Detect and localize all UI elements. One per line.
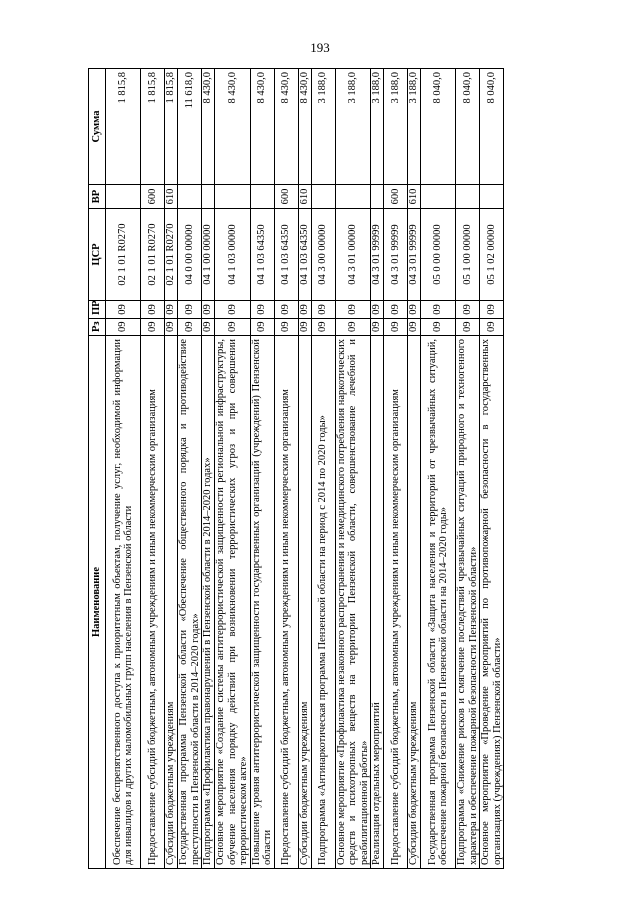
cell-pr: 09 xyxy=(165,301,178,319)
cell-vr xyxy=(456,185,480,209)
cell-name: Подпрограмма «Снижение рисков и смягчение последствий чрезвычайных ситуаций природного и техногенного характера и обеспечение пожарной безопасности Пензенской области» xyxy=(456,336,480,869)
cell-vr: 610 xyxy=(298,185,311,209)
cell-sum: 3 188,0 xyxy=(311,69,335,185)
table-row xyxy=(215,69,251,869)
table-row xyxy=(384,69,408,869)
table-row xyxy=(371,69,384,869)
cell-rz: 09 xyxy=(141,319,165,336)
cell-vr xyxy=(106,185,141,209)
cell-csr: 04 3 01 99999 xyxy=(371,209,384,301)
cell-rz: 09 xyxy=(456,319,480,336)
cell-pr: 09 xyxy=(141,301,165,319)
cell-csr: 05 0 00 00000 xyxy=(421,209,456,301)
rotated-table-wrapper xyxy=(88,68,504,869)
cell-vr: 600 xyxy=(274,185,298,209)
cell-sum: 3 188,0 xyxy=(335,69,371,185)
table-row xyxy=(408,69,421,869)
table-row xyxy=(480,69,504,869)
cell-rz: 09 xyxy=(165,319,178,336)
table-row xyxy=(274,69,298,869)
cell-csr: 04 3 01 99999 xyxy=(384,209,408,301)
cell-csr: 02 1 01 R0270 xyxy=(141,209,165,301)
cell-rz: 09 xyxy=(421,319,456,336)
cell-name: Основное мероприятие «Проведение мероприятий по противопожарной безопасности в государственных организациях (учреждениях) Пензенской области» xyxy=(480,336,504,869)
cell-sum: 1 815,8 xyxy=(106,69,141,185)
table-body xyxy=(106,69,504,869)
cell-name: Подпрограмма «Антинаркотическая программа Пензенской области на период с 2014 по 2020 годы» xyxy=(311,336,335,869)
cell-name: Государственная программа Пензенской области «Защита населения и территорий от чрезвычайных ситуаций, обеспечение пожарной безопасности в Пензенской области на 2014–2020 годы» xyxy=(421,336,456,869)
cell-csr: 04 3 01 00000 xyxy=(335,209,371,301)
cell-vr xyxy=(215,185,251,209)
header-sum: Сумма xyxy=(89,69,106,185)
cell-sum: 3 188,0 xyxy=(371,69,384,185)
cell-sum: 11 618,0 xyxy=(178,69,202,185)
cell-vr: 610 xyxy=(165,185,178,209)
cell-pr: 09 xyxy=(106,301,141,319)
cell-pr: 09 xyxy=(421,301,456,319)
cell-sum: 8 430,0 xyxy=(274,69,298,185)
table-header-row xyxy=(89,69,106,869)
cell-csr: 04 3 00 00000 xyxy=(311,209,335,301)
cell-name: Предоставление субсидий бюджетным, автономным учреждениям и иным некоммерческим организациям xyxy=(274,336,298,869)
cell-rz: 09 xyxy=(178,319,202,336)
cell-pr: 09 xyxy=(384,301,408,319)
cell-sum: 8 430,0 xyxy=(202,69,215,185)
cell-vr xyxy=(250,185,274,209)
cell-csr: 04 1 03 64350 xyxy=(274,209,298,301)
cell-csr: 04 3 01 99999 xyxy=(408,209,421,301)
cell-vr xyxy=(311,185,335,209)
cell-name: Предоставление субсидий бюджетным, автономным учреждениям и иным некоммерческим организациям xyxy=(384,336,408,869)
cell-vr xyxy=(178,185,202,209)
cell-name: Основное мероприятие «Профилактика незаконного распространения и немедицинского потребления наркотических средств и психотропных веществ на территории Пензенской области, совершенствование лечебной и реабилитационной работы» xyxy=(335,336,371,869)
cell-sum: 8 040,0 xyxy=(456,69,480,185)
cell-csr: 05 1 02 00000 xyxy=(480,209,504,301)
budget-table xyxy=(88,68,504,869)
cell-csr: 04 1 03 64350 xyxy=(298,209,311,301)
cell-rz: 09 xyxy=(384,319,408,336)
table-row xyxy=(106,69,141,869)
cell-sum: 1 815,8 xyxy=(165,69,178,185)
table-row xyxy=(141,69,165,869)
header-pr: ПР xyxy=(89,301,106,319)
cell-pr: 09 xyxy=(371,301,384,319)
cell-rz: 09 xyxy=(106,319,141,336)
cell-rz: 09 xyxy=(408,319,421,336)
cell-sum: 1 815,8 xyxy=(141,69,165,185)
cell-rz: 09 xyxy=(480,319,504,336)
header-name: Наименование xyxy=(89,336,106,869)
cell-sum: 8 040,0 xyxy=(421,69,456,185)
cell-sum: 8 040,0 xyxy=(480,69,504,185)
cell-pr: 09 xyxy=(408,301,421,319)
table-row xyxy=(165,69,178,869)
cell-csr: 05 1 00 00000 xyxy=(456,209,480,301)
cell-pr: 09 xyxy=(250,301,274,319)
cell-pr: 09 xyxy=(480,301,504,319)
table-row xyxy=(335,69,371,869)
cell-vr xyxy=(480,185,504,209)
table-row xyxy=(456,69,480,869)
table-row xyxy=(311,69,335,869)
cell-sum: 8 430,0 xyxy=(250,69,274,185)
cell-sum: 8 430,0 xyxy=(215,69,251,185)
cell-csr: 04 1 03 00000 xyxy=(215,209,251,301)
cell-sum: 3 188,0 xyxy=(384,69,408,185)
cell-vr: 610 xyxy=(408,185,421,209)
cell-vr xyxy=(202,185,215,209)
header-csr: ЦСР xyxy=(89,209,106,301)
cell-pr: 09 xyxy=(335,301,371,319)
cell-name: Государственная программа Пензенской области «Обеспечение общественного порядка и противодействие преступности в Пензенской области в 2014–2020 годах» xyxy=(178,336,202,869)
cell-name: Основное мероприятие «Создание системы антитеррористической защищенности региональной инфраструктуры, обучение населения порядку действий при возникновении террористических угроз и при совершении террористическом акте» xyxy=(215,336,251,869)
cell-sum: 8 430,0 xyxy=(298,69,311,185)
cell-rz: 09 xyxy=(371,319,384,336)
cell-vr: 600 xyxy=(141,185,165,209)
cell-pr: 09 xyxy=(298,301,311,319)
cell-vr: 600 xyxy=(384,185,408,209)
table-row xyxy=(421,69,456,869)
cell-name: Подпрограмма «Профилактика правонарушений в Пензенской области в 2014–2020 годах» xyxy=(202,336,215,869)
cell-rz: 09 xyxy=(311,319,335,336)
cell-rz: 09 xyxy=(274,319,298,336)
cell-csr: 02 1 01 R0270 xyxy=(165,209,178,301)
table-row xyxy=(202,69,215,869)
cell-pr: 09 xyxy=(456,301,480,319)
cell-csr: 04 1 00 00000 xyxy=(202,209,215,301)
table-row xyxy=(298,69,311,869)
cell-csr: 04 1 03 64350 xyxy=(250,209,274,301)
cell-rz: 09 xyxy=(250,319,274,336)
cell-rz: 09 xyxy=(335,319,371,336)
header-vr: ВР xyxy=(89,185,106,209)
cell-pr: 09 xyxy=(215,301,251,319)
cell-name: Реализация отдельных мероприятий xyxy=(371,336,384,869)
header-rz: Рз xyxy=(89,319,106,336)
cell-csr: 04 0 00 00000 xyxy=(178,209,202,301)
cell-vr xyxy=(371,185,384,209)
cell-vr xyxy=(335,185,371,209)
cell-sum: 3 188,0 xyxy=(408,69,421,185)
cell-rz: 09 xyxy=(298,319,311,336)
cell-pr: 09 xyxy=(311,301,335,319)
cell-name: Обеспечение беспрепятственного доступа к приоритетным объектам, получение услуг, необходимой информации для инвалидов и других маломобильных групп населения в Пензенской области xyxy=(106,336,141,869)
cell-pr: 09 xyxy=(274,301,298,319)
cell-csr: 02 1 01 R0270 xyxy=(106,209,141,301)
cell-pr: 09 xyxy=(178,301,202,319)
cell-pr: 09 xyxy=(202,301,215,319)
table-row xyxy=(250,69,274,869)
cell-name: Повышение уровня антитеррористической защищенности государственных организаций (учреждений) Пензенской области xyxy=(250,336,274,869)
page-number: 193 xyxy=(310,40,330,55)
table-row xyxy=(178,69,202,869)
cell-rz: 09 xyxy=(202,319,215,336)
cell-name: Субсидии бюджетным учреждениям xyxy=(165,336,178,869)
cell-name: Субсидии бюджетным учреждениям xyxy=(298,336,311,869)
cell-name: Предоставление субсидий бюджетным, автономным учреждениям и иным некоммерческим организациям xyxy=(141,336,165,869)
cell-name: Субсидии бюджетным учреждениям xyxy=(408,336,421,869)
cell-vr xyxy=(421,185,456,209)
cell-rz: 09 xyxy=(215,319,251,336)
